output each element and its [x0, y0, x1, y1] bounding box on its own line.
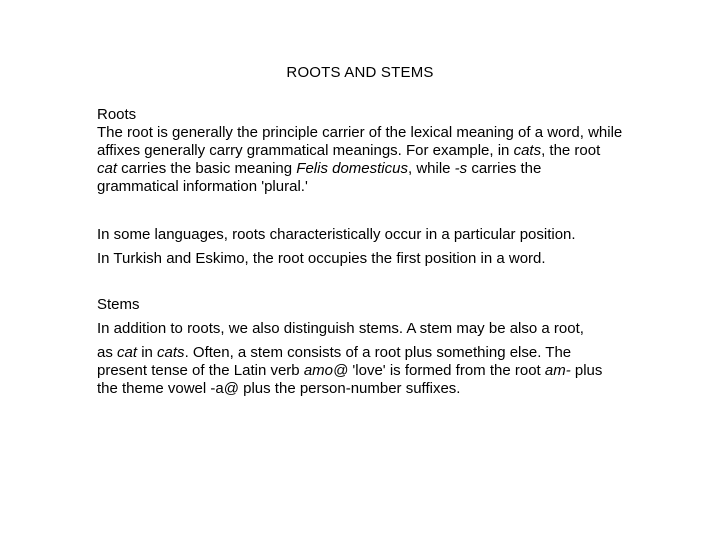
- text-line: grammatical information 'plural.': [97, 178, 308, 195]
- text-line: The root is generally the principle carrier of the lexical meaning of a word, while: [97, 124, 623, 141]
- text-line: as cat in cats. Often, a stem consists of a root plus something else. The: [97, 344, 572, 361]
- paragraph-stems-example: [97, 344, 677, 398]
- text-line: affixes generally carry grammatical meanings. For example, in cats, the root: [97, 142, 601, 159]
- paragraph-roots-position: [97, 226, 677, 244]
- text-line: In some languages, roots characteristically occur in a particular position.: [97, 226, 576, 243]
- text-line: In addition to roots, we also distinguish stems. A stem may be also a root,: [97, 320, 584, 337]
- paragraph-roots-turkish: [97, 250, 677, 268]
- text-line: In Turkish and Eskimo, the root occupies the first position in a word.: [97, 250, 546, 267]
- paragraph-stems-intro: [97, 320, 677, 338]
- section-heading-stems: Stems: [97, 296, 140, 313]
- text-line: cat carries the basic meaning Felis domesticus, while -s carries the: [97, 160, 542, 177]
- text-line: the theme vowel -a@ plus the person-number suffixes.: [97, 380, 461, 397]
- text-line: present tense of the Latin verb amo@ 'love' is formed from the root am- plus: [97, 362, 603, 379]
- section-heading-roots: Roots: [97, 106, 137, 123]
- document-title: ROOTS AND STEMS: [286, 64, 434, 81]
- paragraph-roots-definition: [97, 124, 677, 196]
